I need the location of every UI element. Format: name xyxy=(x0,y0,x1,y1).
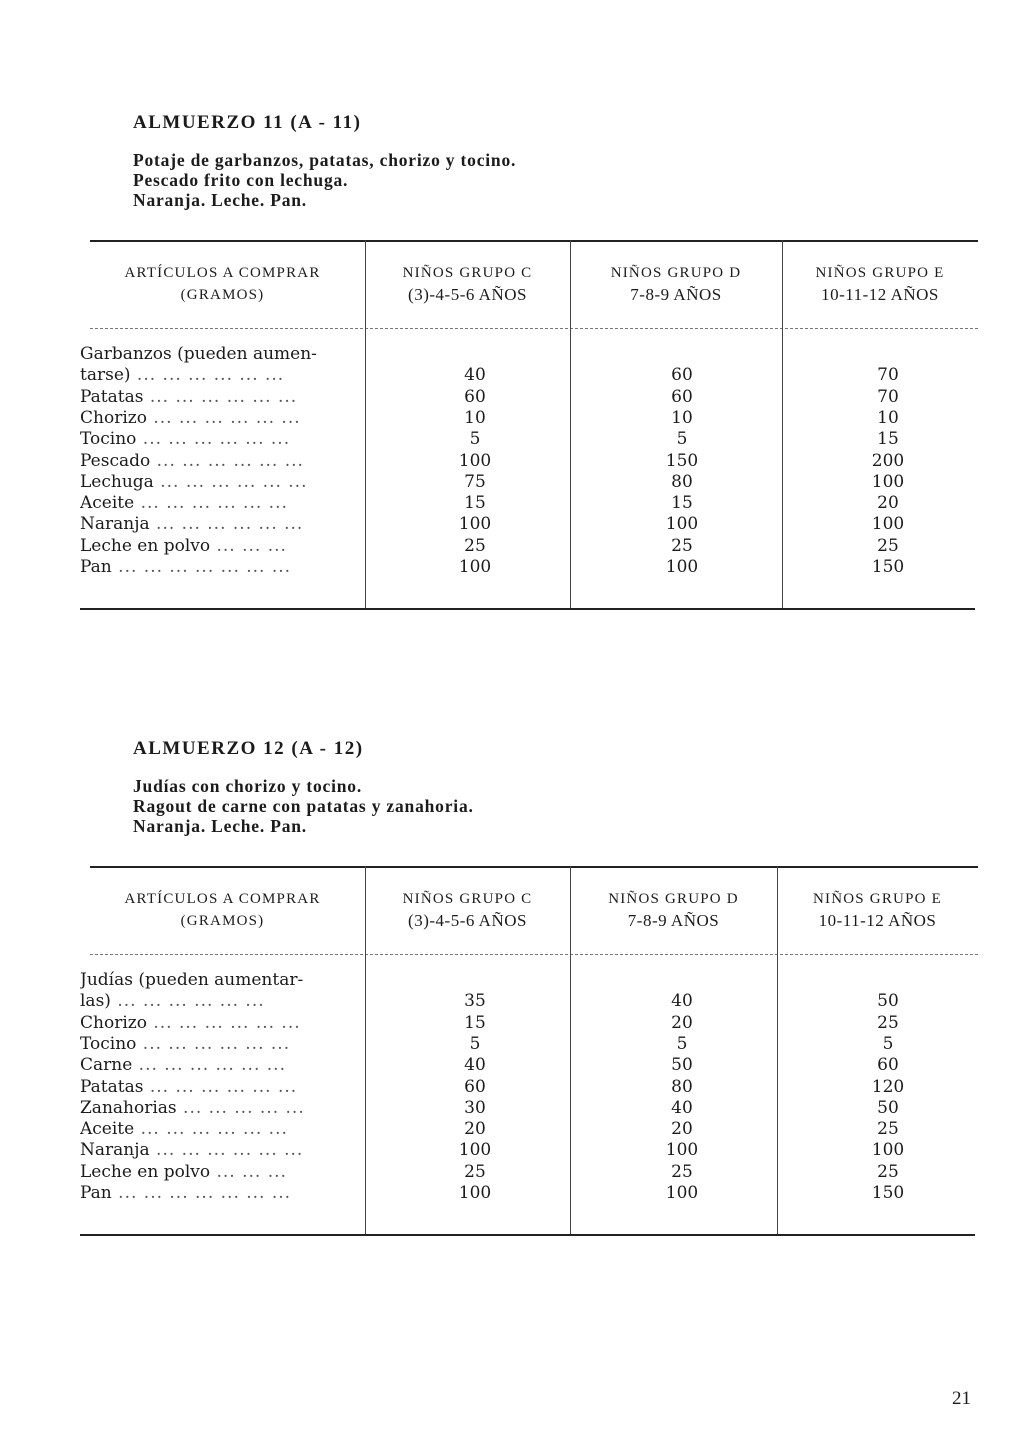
value-group-e: 50 xyxy=(877,1097,899,1118)
value-group-d: 60 xyxy=(671,386,693,407)
row-item-name: Pescado xyxy=(80,450,151,471)
row-item-leader: ... ... ... ... ... ... xyxy=(146,407,301,428)
header-group-c-line1: NIÑOS GRUPO C xyxy=(402,891,533,907)
value-group-c: 100 xyxy=(458,450,492,471)
value-group-e: 200 xyxy=(871,450,905,471)
value-group-d: 20 xyxy=(671,1119,693,1140)
row-item-name: Zanahorias xyxy=(80,1097,177,1118)
row-item-name: Judías (pueden aumentar- xyxy=(80,970,304,990)
row-item-leader: ... ... ... ... ... ... xyxy=(136,429,291,450)
header-articles-line1: ARTÍCULOS A COMPRAR xyxy=(124,891,321,907)
value-group-e: 25 xyxy=(877,1012,899,1033)
value-group-c: 15 xyxy=(464,493,486,514)
value-group-c: 60 xyxy=(464,1076,486,1097)
row-item-label xyxy=(80,451,360,472)
row-item-label xyxy=(80,536,360,557)
row-item-name: Aceite xyxy=(80,1119,135,1140)
value-group-c: 35 xyxy=(464,991,486,1012)
row-item-leader: ... ... ... ... ... ... xyxy=(143,386,298,407)
row-item-label xyxy=(80,429,360,450)
row-item-label xyxy=(80,557,360,578)
value-group-c: 20 xyxy=(464,1119,486,1140)
lunch-12-title: ALMUERZO 12 (A - 12) xyxy=(133,738,364,759)
value-group-c: 40 xyxy=(464,1055,486,1076)
lunch-11-menu xyxy=(133,150,516,210)
value-group-c: 100 xyxy=(458,1183,492,1203)
row-item-label xyxy=(80,514,360,535)
row-item-leader: ... ... ... ... ... ... xyxy=(134,493,288,514)
value-group-c: 15 xyxy=(464,1012,486,1033)
row-item-leader: ... ... ... ... ... ... xyxy=(149,1140,304,1161)
header-group-e xyxy=(777,888,978,932)
row-item-name: Patatas xyxy=(80,1076,144,1097)
value-group-d: 100 xyxy=(665,1183,699,1203)
row-item-label xyxy=(80,1098,360,1119)
value-group-e: 5 xyxy=(882,1033,894,1054)
value-group-d: 100 xyxy=(665,557,699,577)
header-group-c xyxy=(365,888,570,932)
value-group-d: 15 xyxy=(671,493,693,514)
page-number: 21 xyxy=(952,1388,971,1409)
row-item-leader: ... ... ... xyxy=(210,1161,287,1182)
row-item-leader: ... ... ... ... ... ... xyxy=(143,1076,298,1097)
lunch-12-menu xyxy=(133,776,474,836)
row-item-name: Leche en polvo xyxy=(80,535,211,556)
menu-line: Judías con chorizo y tocino. xyxy=(133,776,362,796)
value-group-c: 40 xyxy=(464,365,486,386)
value-group-e: 100 xyxy=(871,471,905,492)
row-item-name: Pan xyxy=(80,1183,112,1203)
row-item-name: Naranja xyxy=(80,1140,150,1161)
value-group-e: 10 xyxy=(877,407,899,428)
row-item-label xyxy=(80,344,360,365)
value-group-c: 10 xyxy=(464,407,486,428)
value-group-d: 40 xyxy=(671,1097,693,1118)
row-item-label xyxy=(80,387,360,408)
row-item-label xyxy=(80,472,360,493)
row-item-leader: ... ... ... ... ... ... xyxy=(134,1119,288,1140)
row-item-label xyxy=(80,1183,360,1204)
value-group-e: 15 xyxy=(877,429,899,450)
value-group-d: 50 xyxy=(671,1055,693,1076)
header-group-c xyxy=(365,262,570,306)
row-item-label xyxy=(80,1077,360,1098)
row-item-label xyxy=(80,991,360,1012)
value-group-d: 60 xyxy=(671,365,693,386)
row-item-name: Lechuga xyxy=(80,471,154,492)
value-group-e: 100 xyxy=(871,1140,905,1161)
row-item-name: Tocino xyxy=(80,429,137,450)
row-item-name: Chorizo xyxy=(80,407,147,428)
row-item-label xyxy=(80,1055,360,1076)
value-group-c: 25 xyxy=(464,1161,486,1182)
header-articles xyxy=(80,888,365,932)
row-item-leader: ... ... ... ... ... ... xyxy=(150,450,304,471)
row-item-name: Tocino xyxy=(80,1033,137,1054)
table-bottom-rule xyxy=(80,608,975,610)
value-group-d: 100 xyxy=(665,1140,699,1161)
row-item-leader: ... ... ... ... ... ... xyxy=(130,365,285,386)
value-group-c: 5 xyxy=(469,429,481,450)
table-top-rule xyxy=(90,240,978,242)
row-item-leader: ... ... ... ... ... xyxy=(176,1097,305,1118)
value-group-e: 70 xyxy=(877,365,899,386)
table-bottom-rule xyxy=(80,1234,975,1236)
menu-line: Ragout de carne con patatas y zanahoria. xyxy=(133,796,474,816)
header-group-d xyxy=(570,888,777,932)
row-item-leader: ... ... ... ... ... ... xyxy=(110,991,265,1012)
value-group-e: 20 xyxy=(877,493,899,514)
row-item-leader: ... ... ... ... ... ... xyxy=(136,1033,291,1054)
value-group-d: 25 xyxy=(671,1161,693,1182)
row-item-leader: ... ... ... ... ... ... xyxy=(132,1055,286,1076)
value-group-e: 25 xyxy=(877,1161,899,1182)
header-group-d-line1: NIÑOS GRUPO D xyxy=(610,265,742,281)
header-group-e xyxy=(782,262,978,306)
row-item-leader: ... ... ... ... ... ... xyxy=(149,514,304,535)
menu-line: Pescado frito con lechuga. xyxy=(133,170,349,190)
row-item-name: Aceite xyxy=(80,493,135,514)
value-group-e: 25 xyxy=(877,535,899,556)
header-group-e-line1: NIÑOS GRUPO E xyxy=(815,265,945,281)
value-group-e: 25 xyxy=(877,1119,899,1140)
header-articles-line1: ARTÍCULOS A COMPRAR xyxy=(124,265,321,281)
header-group-c-line1: NIÑOS GRUPO C xyxy=(402,265,533,281)
row-item-label xyxy=(80,1162,360,1183)
row-item-label xyxy=(80,1034,360,1055)
row-item-name: las) xyxy=(80,991,111,1012)
table-header-rule xyxy=(90,328,978,329)
value-group-e: 120 xyxy=(871,1076,905,1097)
value-group-e: 150 xyxy=(871,1183,905,1203)
row-item-label xyxy=(80,1140,360,1161)
value-group-c: 75 xyxy=(464,471,486,492)
value-group-c: 100 xyxy=(458,514,492,535)
header-group-c-line2: (3)-4-5-6 AÑOS xyxy=(408,285,527,304)
value-group-d: 25 xyxy=(671,535,693,556)
value-group-e: 60 xyxy=(877,1055,899,1076)
value-group-d: 20 xyxy=(671,1012,693,1033)
value-group-d: 40 xyxy=(671,991,693,1012)
value-group-e: 100 xyxy=(871,514,905,535)
row-item-name: Chorizo xyxy=(80,1012,147,1033)
menu-line: Potaje de garbanzos, patatas, chorizo y tocino. xyxy=(133,150,517,170)
row-item-label xyxy=(80,408,360,429)
row-item-leader: ... ... ... xyxy=(210,535,287,556)
row-item-name: Patatas xyxy=(80,386,144,407)
menu-line: Naranja. Leche. Pan. xyxy=(133,816,307,836)
row-item-label xyxy=(80,1119,360,1140)
value-group-d: 80 xyxy=(671,471,693,492)
row-item-leader: ... ... ... ... ... ... ... xyxy=(111,557,292,577)
header-group-d xyxy=(570,262,782,306)
value-group-d: 5 xyxy=(676,429,688,450)
row-item-name: Garbanzos (pueden aumen- xyxy=(80,344,317,364)
header-group-e-line2: 10-11-12 AÑOS xyxy=(821,285,939,304)
value-group-d: 80 xyxy=(671,1076,693,1097)
table-top-rule xyxy=(90,866,978,868)
row-item-leader: ... ... ... ... ... ... xyxy=(153,471,308,492)
value-group-c: 5 xyxy=(469,1033,481,1054)
row-item-label xyxy=(80,1013,360,1034)
row-item-name: Naranja xyxy=(80,514,150,535)
value-group-e: 50 xyxy=(877,991,899,1012)
value-group-c: 30 xyxy=(464,1097,486,1118)
row-item-label xyxy=(80,365,360,386)
header-articles-line2: (GRAMOS) xyxy=(180,913,265,929)
header-articles-line2: (GRAMOS) xyxy=(180,287,265,303)
row-item-name: Carne xyxy=(80,1055,133,1076)
row-item-leader: ... ... ... ... ... ... ... xyxy=(111,1183,292,1203)
header-group-e-line1: NIÑOS GRUPO E xyxy=(813,891,942,907)
header-group-e-line2: 10-11-12 AÑOS xyxy=(818,911,937,930)
value-group-c: 25 xyxy=(464,535,486,556)
value-group-c: 100 xyxy=(458,557,492,577)
header-group-d-line2: 7-8-9 AÑOS xyxy=(627,911,720,930)
value-group-c: 60 xyxy=(464,386,486,407)
value-group-e: 150 xyxy=(871,557,905,577)
row-item-name: Pan xyxy=(80,557,112,577)
row-item-leader: ... ... ... ... ... ... xyxy=(146,1012,301,1033)
value-group-d: 5 xyxy=(676,1033,688,1054)
menu-line: Naranja. Leche. Pan. xyxy=(133,190,307,210)
row-item-name: tarse) xyxy=(80,365,131,386)
header-group-d-line1: NIÑOS GRUPO D xyxy=(608,891,739,907)
table-header-rule xyxy=(90,954,978,955)
value-group-c: 100 xyxy=(458,1140,492,1161)
header-articles xyxy=(80,262,365,306)
value-group-d: 10 xyxy=(671,407,693,428)
header-group-d-line2: 7-8-9 AÑOS xyxy=(630,285,722,304)
row-item-label xyxy=(80,493,360,514)
row-item-name: Leche en polvo xyxy=(80,1161,211,1182)
value-group-d: 150 xyxy=(665,450,699,471)
header-group-c-line2: (3)-4-5-6 AÑOS xyxy=(408,911,527,930)
value-group-e: 70 xyxy=(877,386,899,407)
row-item-label xyxy=(80,970,360,991)
value-group-d: 100 xyxy=(665,514,699,535)
lunch-11-title: ALMUERZO 11 (A - 11) xyxy=(133,112,362,133)
